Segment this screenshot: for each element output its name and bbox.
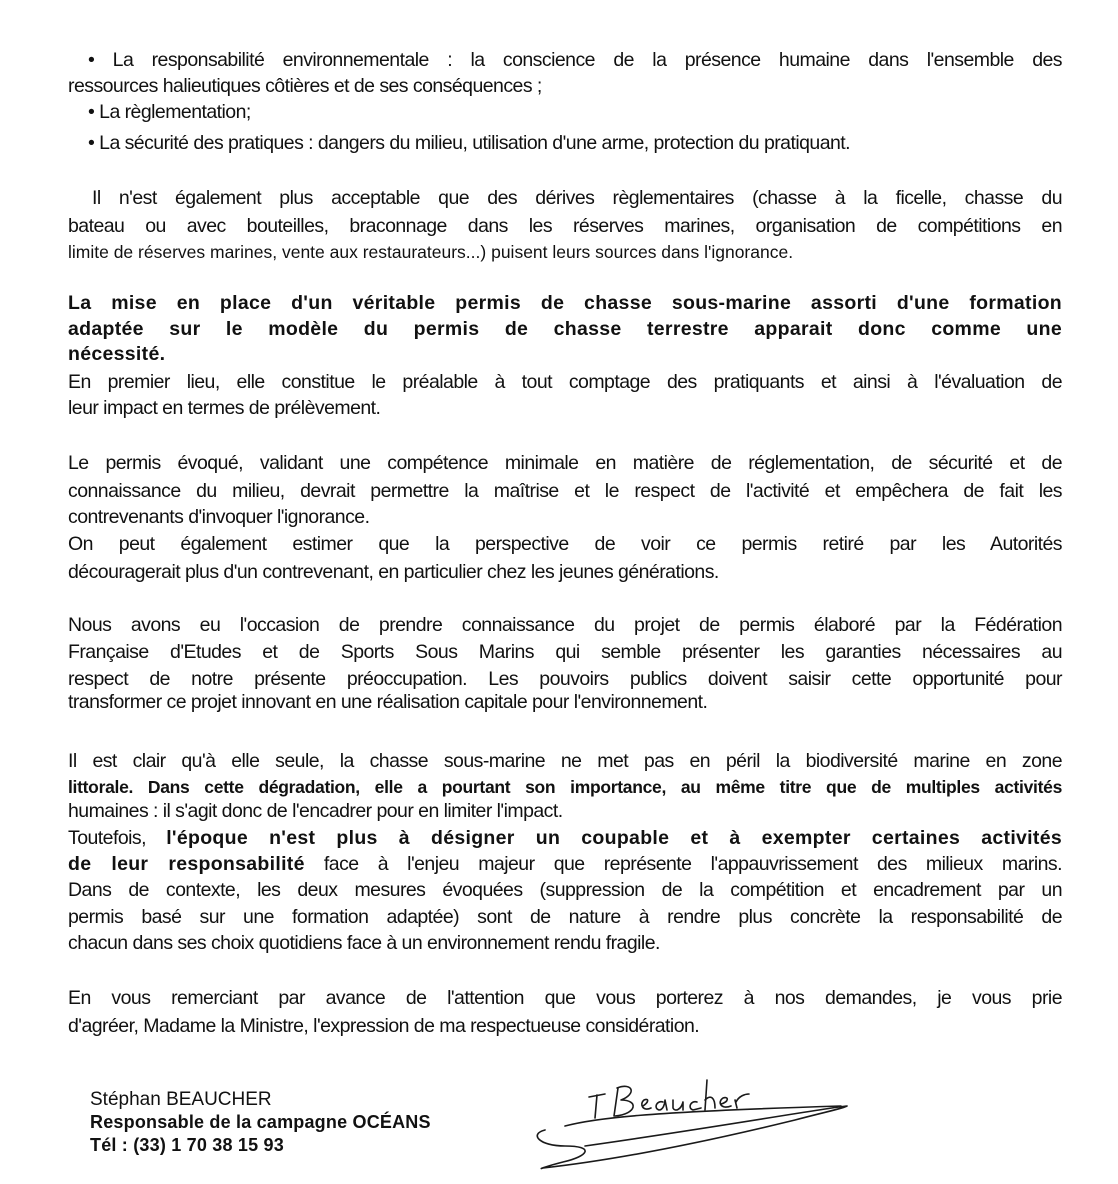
para-nous-avons-line4: transformer ce projet innovant en une réalisation capitale pour l'environnement. — [68, 691, 708, 713]
toutefois-rest-2: face à l'enjeu majeur que représente l'appauvrissement des milieux marins. — [304, 853, 1062, 875]
toutefois-lead: Toutefois, — [68, 827, 167, 849]
bullet-environment-line2: ressources halieutiques côtières et de ses conséquences ; — [68, 75, 542, 97]
handwritten-signature — [525, 1050, 865, 1175]
para-clair-line3: humaines : il s'agit donc de l'encadrer pour en limiter l'impact. — [68, 800, 563, 822]
para-clair-line2: littorale. Dans cette dégradation, elle a pourtant son importance, au même titre que de multiples activités — [68, 777, 1062, 797]
para-toutefois-line2 — [68, 852, 1062, 876]
para-toutefois-line1 — [68, 826, 1062, 850]
bullet-environment-line1: • La responsabilité environnementale : la conscience de la présence humaine dans l'ensemble des — [88, 49, 1062, 71]
para-toutefois-line4: permis basé sur une formation adaptée) sont de nature à rendre plus concrète la responsabilité de — [68, 906, 1062, 928]
para-permis-bold-line1: La mise en place d'un véritable permis de chasse sous-marine assorti d'une formation — [68, 292, 1062, 314]
para-premier-lieu-line1: En premier lieu, elle constitue le préalable à tout comptage des pratiquants et ainsi à l'évaluation de — [68, 371, 1062, 393]
toutefois-bold-1: l'époque n'est plus à désigner un coupable et à exempter certaines activités — [166, 827, 1062, 849]
signatory-name: Stéphan BEAUCHER — [90, 1089, 272, 1110]
bullet-securite: • La sécurité des pratiques : dangers du milieu, utilisation d'une arme, protection du pratiquant. — [88, 132, 851, 154]
para-premier-lieu-line2: leur impact en termes de prélèvement. — [68, 397, 381, 419]
para-closing-line1: En vous remerciant par avance de l'attention que vous porterez à nos demandes, je vous prie — [68, 987, 1062, 1009]
bullet-reglementation: • La règlementation; — [88, 101, 251, 123]
para-permis-evoque-line3: contrevenants d'invoquer l'ignorance. — [68, 506, 370, 528]
para-nous-avons-line1: Nous avons eu l'occasion de prendre connaissance du projet de permis élaboré par la Fédération — [68, 614, 1062, 636]
signatory-block — [90, 1088, 431, 1157]
toutefois-bold-2: de leur responsabilité — [68, 853, 305, 875]
para-nous-avons-line3: respect de notre présente préoccupation. Les pouvoirs publics doivent saisir cette opportunité pour — [68, 668, 1062, 690]
para-nous-avons-line2: Française d'Etudes et de Sports Sous Marins qui semble présenter les garanties nécessaires au — [68, 641, 1062, 663]
para-clair-line1: Il est clair qu'à elle seule, la chasse sous-marine ne met pas en péril la biodiversité marine en zone — [68, 750, 1062, 772]
para-derives-line1: Il n'est également plus acceptable que des dérives règlementaires (chasse à la ficelle, chasse du — [92, 187, 1062, 209]
para-on-peut-line2: découragerait plus d'un contrevenant, en particulier chez les jeunes générations. — [68, 561, 719, 583]
para-permis-bold-line2: adaptée sur le modèle du permis de chasse terrestre apparait donc comme une — [68, 318, 1062, 340]
para-permis-bold-line3: nécessité. — [68, 343, 166, 365]
para-derives-line2: bateau ou avec bouteilles, braconnage dans les réserves marines, organisation de compétitions en — [68, 215, 1062, 237]
para-closing-line2: d'agréer, Madame la Ministre, l'expression de ma respectueuse considération. — [68, 1015, 700, 1037]
signatory-phone: Tél : (33) 1 70 38 15 93 — [90, 1135, 284, 1155]
para-toutefois-line3: Dans de contexte, les deux mesures évoquées (suppression de la compétition et encadrement par un — [68, 879, 1062, 901]
signatory-role: Responsable de la campagne OCÉANS — [90, 1112, 431, 1132]
para-permis-evoque-line2: connaissance du milieu, devrait permettre la maîtrise et le respect de l'activité et empêchera de fait les — [68, 480, 1062, 502]
para-on-peut-line1: On peut également estimer que la perspective de voir ce permis retiré par les Autorités — [68, 533, 1062, 555]
para-derives-line3: limite de réserves marines, vente aux restaurateurs...) puisent leurs sources dans l'ignorance. — [68, 242, 794, 262]
para-permis-evoque-line1: Le permis évoqué, validant une compétence minimale en matière de réglementation, de sécurité et de — [68, 452, 1062, 474]
para-toutefois-line5: chacun dans ses choix quotidiens face à un environnement rendu fragile. — [68, 932, 660, 954]
